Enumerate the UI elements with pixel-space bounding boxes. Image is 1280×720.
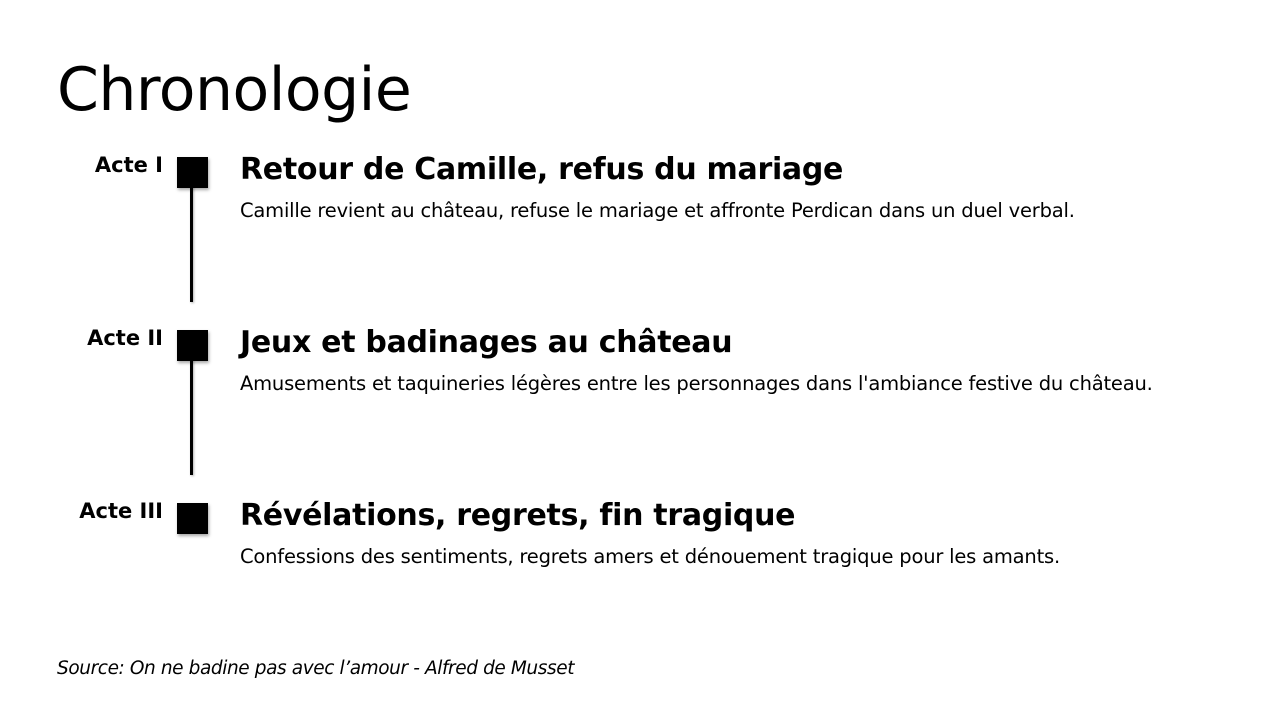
act-label: Acte II [87, 326, 163, 350]
act-label: Acte I [94, 153, 163, 177]
timeline-connector [190, 186, 193, 302]
event-title: Jeux et badinages au château [240, 325, 733, 360]
act-label: Acte III [79, 499, 163, 523]
timeline-event [0, 323, 1280, 443]
event-title: Retour de Camille, refus du mariage [240, 152, 844, 187]
timeline-marker [177, 330, 208, 361]
event-description: Camille revient au château, refuse le mariage et affronte Perdican dans un duel verbal. [240, 199, 1075, 222]
timeline-event [0, 496, 1280, 616]
timeline-marker [177, 157, 208, 188]
event-description: Confessions des sentiments, regrets amers et dénouement tragique pour les amants. [240, 545, 1060, 568]
source-citation: Source: On ne badine pas avec l’amour - Alfred de Musset [57, 658, 575, 679]
timeline [0, 150, 1280, 568]
timeline-event [0, 150, 1280, 270]
timeline-marker [177, 503, 208, 534]
timeline-connector [190, 359, 193, 475]
page-title: Chronologie [57, 55, 412, 125]
event-description: Amusements et taquineries légères entre les personnages dans l'ambiance festive du château. [240, 372, 1153, 395]
event-title: Révélations, regrets, fin tragique [240, 498, 796, 533]
